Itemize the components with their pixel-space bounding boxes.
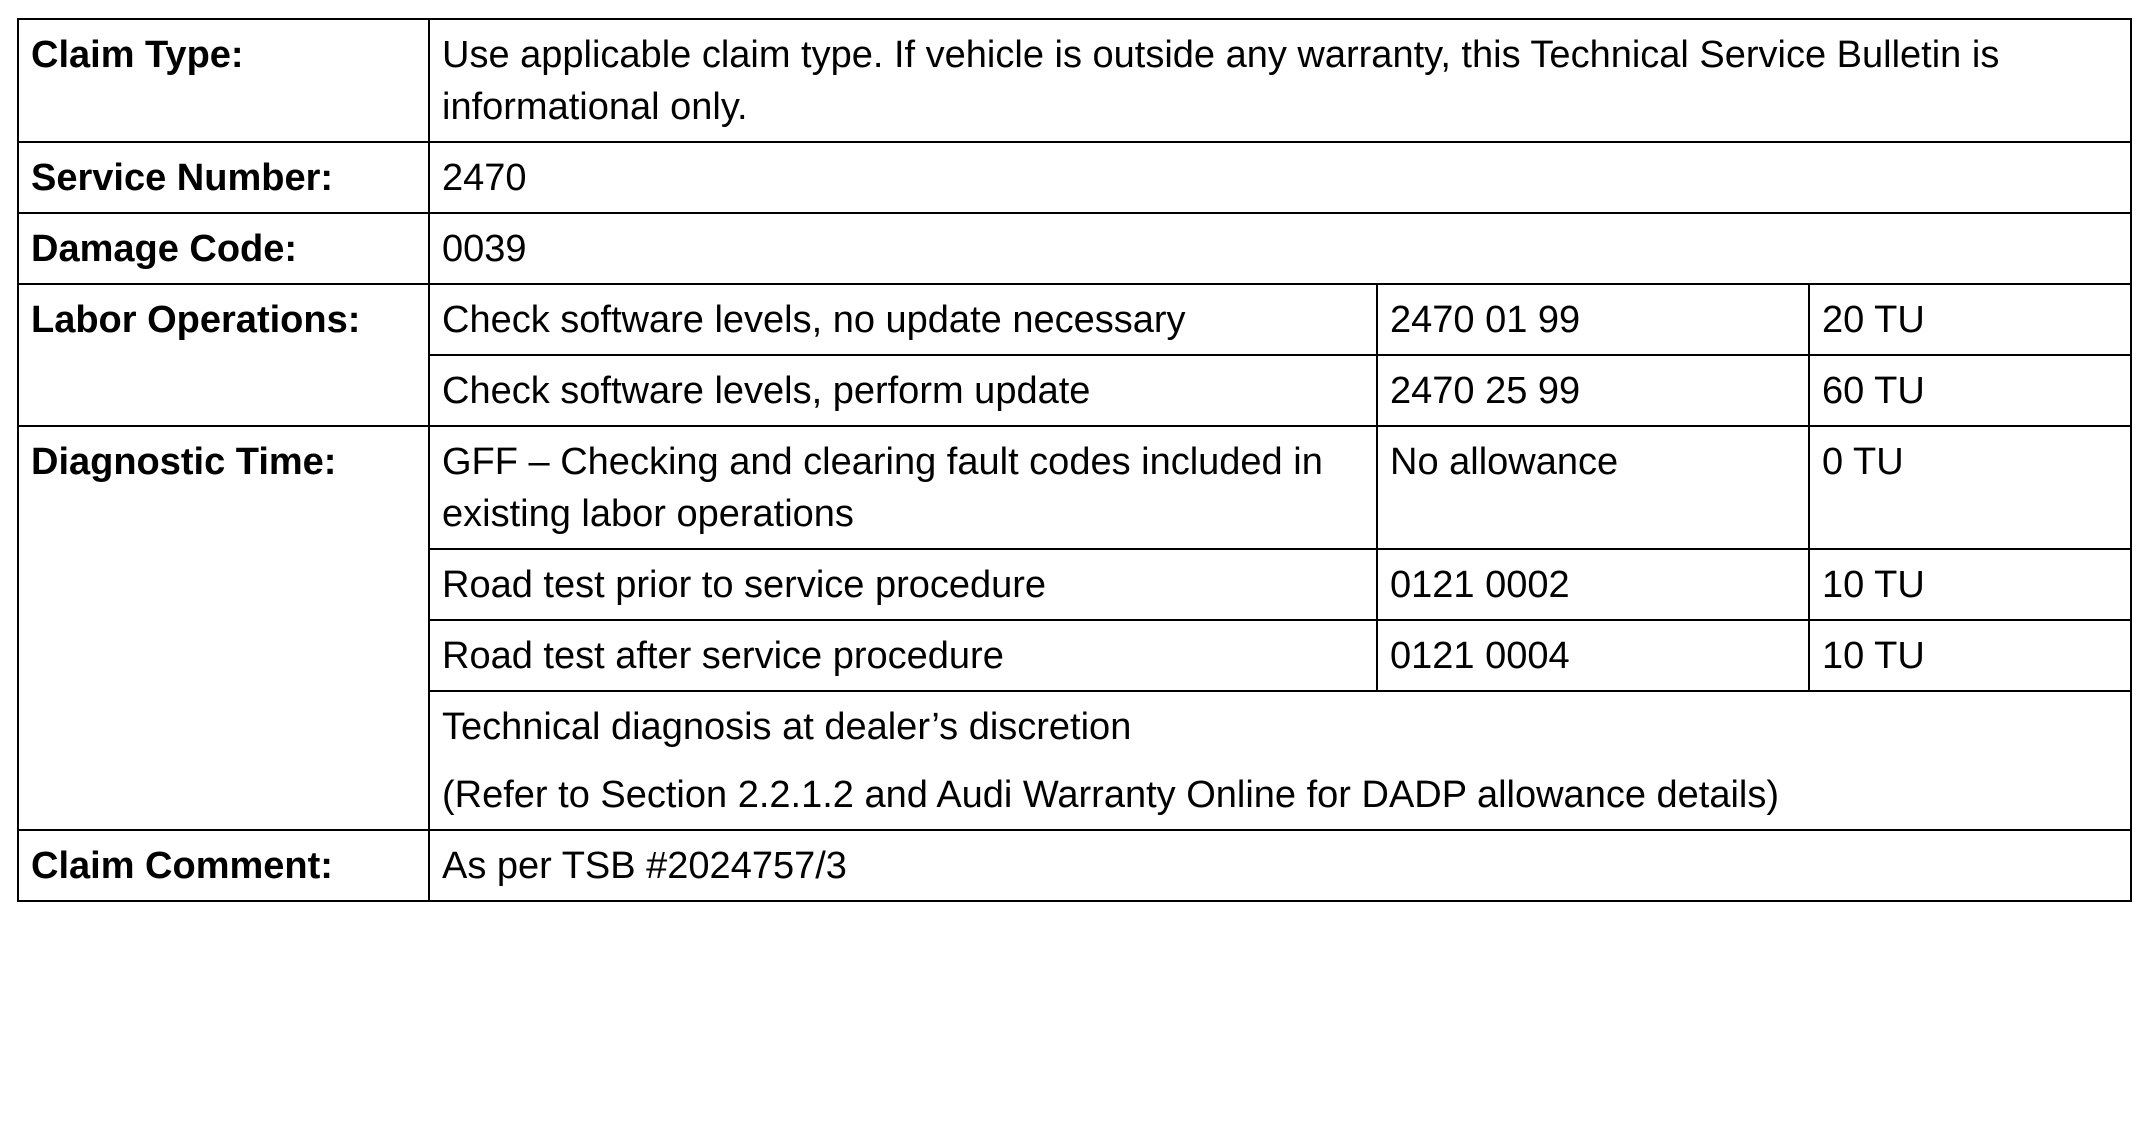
damage-code-label: Damage Code: xyxy=(18,213,429,284)
labor-operation-time: 60 TU xyxy=(1809,355,2131,426)
diagnostic-code: 0121 0004 xyxy=(1377,620,1809,691)
dealer-discretion-text: Technical diagnosis at dealer’s discretion xyxy=(442,706,1132,748)
diagnostic-description: Road test prior to service procedure xyxy=(429,549,1377,620)
diagnostic-time-row xyxy=(18,426,2131,549)
service-number-label: Service Number: xyxy=(18,142,429,213)
claim-type-text: Use applicable claim type. If vehicle is outside any warranty, this Technical Service Bulletin is informational only. xyxy=(429,19,2131,142)
diagnostic-time-label: Diagnostic Time: xyxy=(18,426,429,830)
warranty-claim-table xyxy=(17,18,2132,902)
dadp-reference-text: (Refer to Section 2.2.1.2 and Audi Warranty Online for DADP allowance details) xyxy=(442,774,1780,816)
claim-type-label: Claim Type: xyxy=(18,19,429,142)
diagnostic-time: 10 TU xyxy=(1809,549,2131,620)
labor-operation-row xyxy=(18,284,2131,355)
damage-code-row xyxy=(18,213,2131,284)
diagnostic-code: 0121 0002 xyxy=(1377,549,1809,620)
claim-comment-text: As per TSB #2024757/3 xyxy=(429,830,2131,901)
claim-comment-label: Claim Comment: xyxy=(18,830,429,901)
labor-operation-code: 2470 01 99 xyxy=(1377,284,1809,355)
diagnostic-description: Road test after service procedure xyxy=(429,620,1377,691)
diagnostic-code: No allowance xyxy=(1377,426,1809,549)
damage-code-value: 0039 xyxy=(429,213,2131,284)
claim-type-row xyxy=(18,19,2131,142)
service-number-value: 2470 xyxy=(429,142,2131,213)
labor-operation-description: Check software levels, perform update xyxy=(429,355,1377,426)
labor-operation-time: 20 TU xyxy=(1809,284,2131,355)
diagnostic-description: GFF – Checking and clearing fault codes included in existing labor operations xyxy=(429,426,1377,549)
diagnostic-time: 10 TU xyxy=(1809,620,2131,691)
claim-comment-row xyxy=(18,830,2131,901)
labor-operations-label: Labor Operations: xyxy=(18,284,429,426)
labor-operation-description: Check software levels, no update necessary xyxy=(429,284,1377,355)
dealer-discretion-note xyxy=(429,691,2131,830)
labor-operation-code: 2470 25 99 xyxy=(1377,355,1809,426)
diagnostic-time: 0 TU xyxy=(1809,426,2131,549)
service-number-row xyxy=(18,142,2131,213)
